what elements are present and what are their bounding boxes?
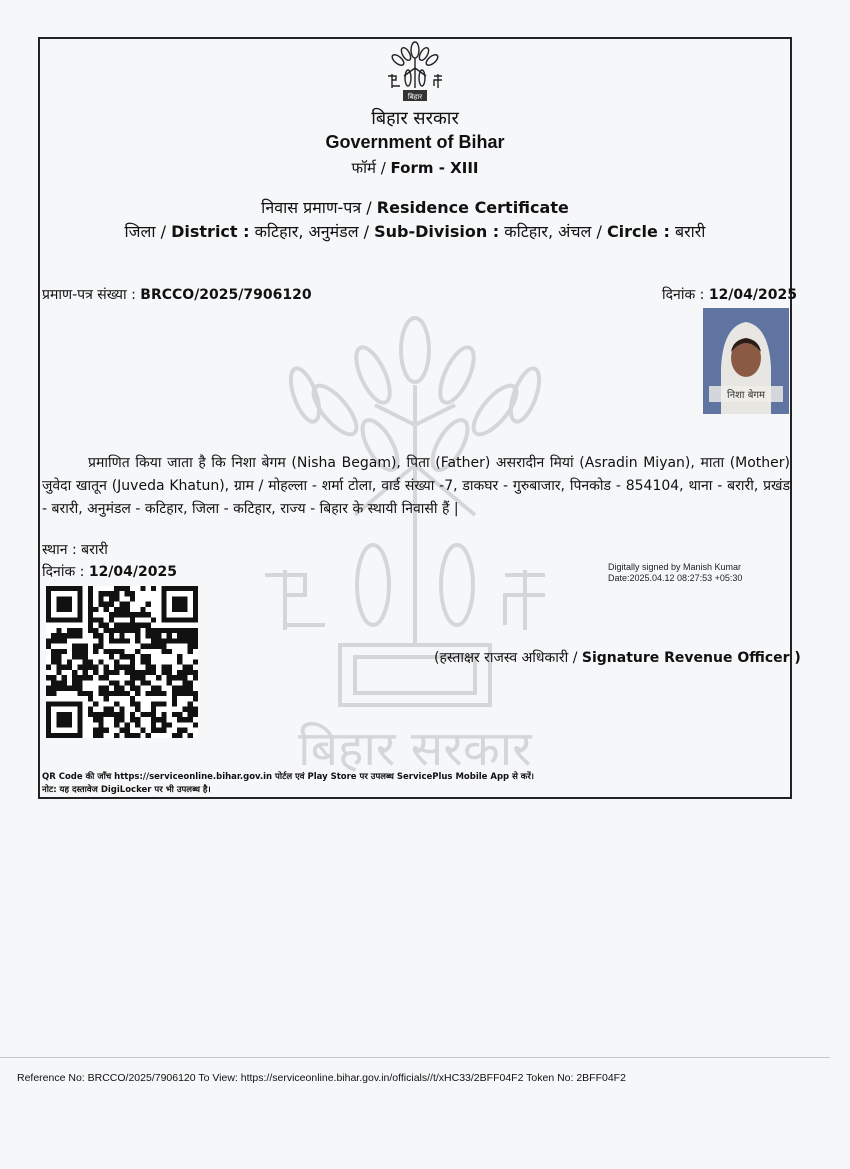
signature-block: (हस्ताक्षर राजस्व अधिकारी / Signature Revenue Officer ) — [434, 650, 801, 666]
qr-verification-note: QR Code की जाँच https://serviceonline.bihar.gov.in पोर्टल एवं Play Store पर उपलब्ध ServicePlus Mobile App से करें। — [42, 772, 535, 782]
signature-label-english: Signature Revenue Officer ) — [581, 650, 801, 666]
reference-line: Reference No: BRCCO/2025/7906120 To View: https://serviceonline.bihar.gov.in/officials//t/xHC33/2BFF04F2 Token No: 2BFF04F2 — [17, 1072, 626, 1084]
bihar-emblem-icon — [384, 40, 446, 104]
photo-caption: निशा बेगम — [726, 390, 766, 401]
certificate-statement — [42, 452, 790, 521]
digilocker-note: नोट: यह दस्तावेज DigiLocker पर भी उपलब्ध है। — [42, 785, 211, 795]
certificate-number-label: प्रमाण-पत्र संख्या : — [42, 287, 136, 303]
footer-date — [42, 562, 177, 581]
signature-label-hindi: (हस्ताक्षर राजस्व अधिकारी — [434, 650, 569, 666]
place-label: स्थान : — [42, 542, 77, 558]
applicant-photo — [703, 308, 789, 414]
subdivision-label-english: Sub-Division : — [374, 222, 500, 241]
digital-signature-signer: Digitally signed by Manish Kumar — [608, 562, 742, 572]
district-label-english: District : — [171, 222, 250, 241]
footer-date-label: दिनांक : — [42, 564, 85, 580]
place-value: बरारी — [81, 542, 108, 558]
issue-date — [662, 285, 797, 304]
form-number: फॉर्म / Form - XIII — [351, 159, 479, 177]
circle-label-hindi: अंचल — [558, 222, 592, 241]
issue-date-label: दिनांक : — [662, 287, 705, 303]
district-label-hindi: जिला — [124, 222, 156, 241]
subdivision-label-hindi: अनुमंडल — [308, 222, 359, 241]
watermark-text: बिहार सरकार — [298, 721, 532, 775]
issue-date-value: 12/04/2025 — [708, 287, 797, 303]
certificate-type: निवास प्रमाण-पत्र / Residence Certificate — [261, 198, 569, 217]
place — [42, 540, 108, 559]
statement-paragraph: प्रमाणित किया जाता है कि निशा बेगम (Nisha Begam), पिता (Father) असरादीन मियां (Asradin Miyan), माता (Mother) जुवेदा खातून (Juveda Khatun), ग्राम / मोहल्ला - शर्मा टोला, वार्ड संख्या -7, डाकघर - गुरुबाजार, पिनकोड - 854104, थाना - बरारी, प्रखंड - बरारी, अनुमंडल - कटिहार, जिला - कटिहार, राज्य - बिहार के स्थायी निवासी हैं | — [42, 455, 790, 517]
certificate-number-value: BRCCO/2025/7906120 — [140, 287, 312, 303]
circle-label-english: Circle : — [606, 222, 670, 241]
subdivision-value: कटिहार — [504, 222, 548, 241]
title-english: Government of Bihar — [325, 132, 505, 152]
digital-signature-date: Date:2025.04.12 08:27:53 +05:30 — [608, 573, 743, 583]
certificate-number — [42, 285, 312, 304]
jurisdiction-line: जिला / District : कटिहार, अनुमंडल / Sub-Division : कटिहार, अंचल / Circle : बरारी — [124, 222, 706, 241]
footer-divider — [0, 1057, 830, 1058]
digital-signature — [608, 562, 742, 584]
title-hindi: बिहार सरकार — [371, 108, 459, 129]
district-value: कटिहार — [254, 222, 299, 241]
qr-code[interactable] — [46, 586, 198, 738]
emblem-label: बिहार — [407, 93, 423, 101]
footer-date-value: 12/04/2025 — [88, 564, 177, 580]
certificate-type-english: Residence Certificate — [376, 198, 569, 217]
circle-value: बरारी — [674, 222, 706, 241]
person-photo-icon — [703, 308, 789, 414]
certificate-type-hindi: निवास प्रमाण-पत्र — [261, 198, 362, 217]
form-label-english: Form - XIII — [390, 159, 479, 177]
form-label-hindi: फॉर्म — [351, 159, 376, 177]
